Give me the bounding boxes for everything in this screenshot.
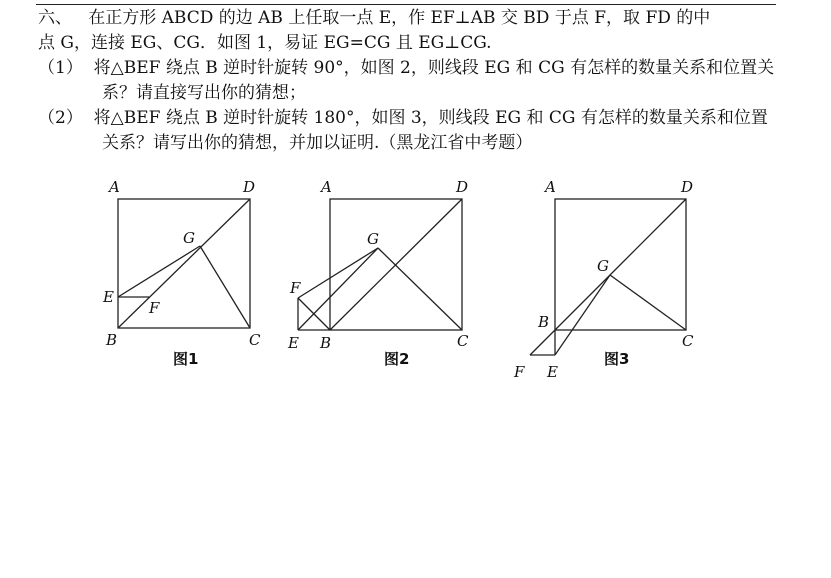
part-1-label: （1）	[38, 58, 83, 78]
problem-intro-1: 在正方形 ABCD 的边 AB 上任取一点 E，作 EF⊥AB 交 BD 于点 F，取 FD 的中	[88, 8, 711, 28]
fig2-label-f: F	[290, 279, 301, 297]
fig3-label-e: E	[547, 363, 558, 381]
problem-number: 六、	[38, 8, 72, 28]
fig2-label-c: C	[457, 332, 469, 350]
fig2-label-e: E	[288, 334, 299, 352]
part-2-label: （2）	[38, 108, 83, 128]
part-2	[38, 106, 783, 156]
fig2-label-b: B	[320, 334, 332, 352]
fig3-label-a: A	[545, 178, 556, 196]
fig3-label-d: D	[681, 178, 694, 196]
fig1-caption: 图1	[173, 350, 199, 368]
top-rule	[36, 4, 776, 5]
fig2-label-d: D	[456, 178, 469, 196]
fig1-diagonal-bd	[118, 199, 250, 328]
fig3-label-c: C	[682, 332, 694, 350]
fig1-label-g: G	[183, 229, 195, 247]
fig2-segment-eg	[298, 248, 378, 330]
fig3-segment-gc	[610, 275, 686, 330]
fig1-label-f: F	[149, 299, 160, 317]
fig3-label-g: G	[597, 257, 609, 275]
fig2-caption: 图2	[384, 350, 410, 368]
figures	[95, 172, 735, 387]
fig1-label-c: C	[249, 331, 261, 349]
fig1-label-e: E	[103, 288, 114, 306]
part-1	[38, 56, 783, 106]
problem-text	[38, 6, 783, 156]
intro-line-2	[38, 31, 783, 56]
fig2-segment-gc	[378, 248, 462, 330]
fig1-label-b: B	[106, 331, 118, 349]
fig2-label-a: A	[321, 178, 332, 196]
problem-intro-2: 点 G，连接 EG、CG．如图 1，易证 EG=CG 且 EG⊥CG.	[38, 33, 492, 53]
fig3-label-b: B	[538, 313, 550, 331]
fig1-label-a: A	[109, 178, 120, 196]
fig1-segment-eg	[118, 246, 200, 297]
figure-3	[513, 178, 694, 381]
fig3-segment-eg	[555, 275, 610, 355]
fig1-label-d: D	[243, 178, 256, 196]
fig2-label-g: G	[367, 230, 379, 248]
figure-1	[102, 178, 261, 368]
part-1-text: 将△BEF 绕点 B 逆时针旋转 90°，如图 2，则线段 EG 和 CG 有怎样的数量关系和位置关系？请直接写出你的猜想；	[93, 58, 775, 103]
figure-2	[287, 178, 469, 368]
fig3-label-f: F	[514, 363, 525, 381]
fig1-segment-gc	[200, 246, 250, 328]
part-2-text: 将△BEF 绕点 B 逆时针旋转 180°，如图 3，则线段 EG 和 CG 有怎样的数量关系和位置关系？请写出你的猜想，并加以证明.（黑龙江省中考题）	[93, 108, 768, 153]
fig2-segment-fd	[298, 248, 378, 298]
intro-line-1	[38, 6, 783, 31]
fig3-caption: 图3	[604, 350, 630, 368]
